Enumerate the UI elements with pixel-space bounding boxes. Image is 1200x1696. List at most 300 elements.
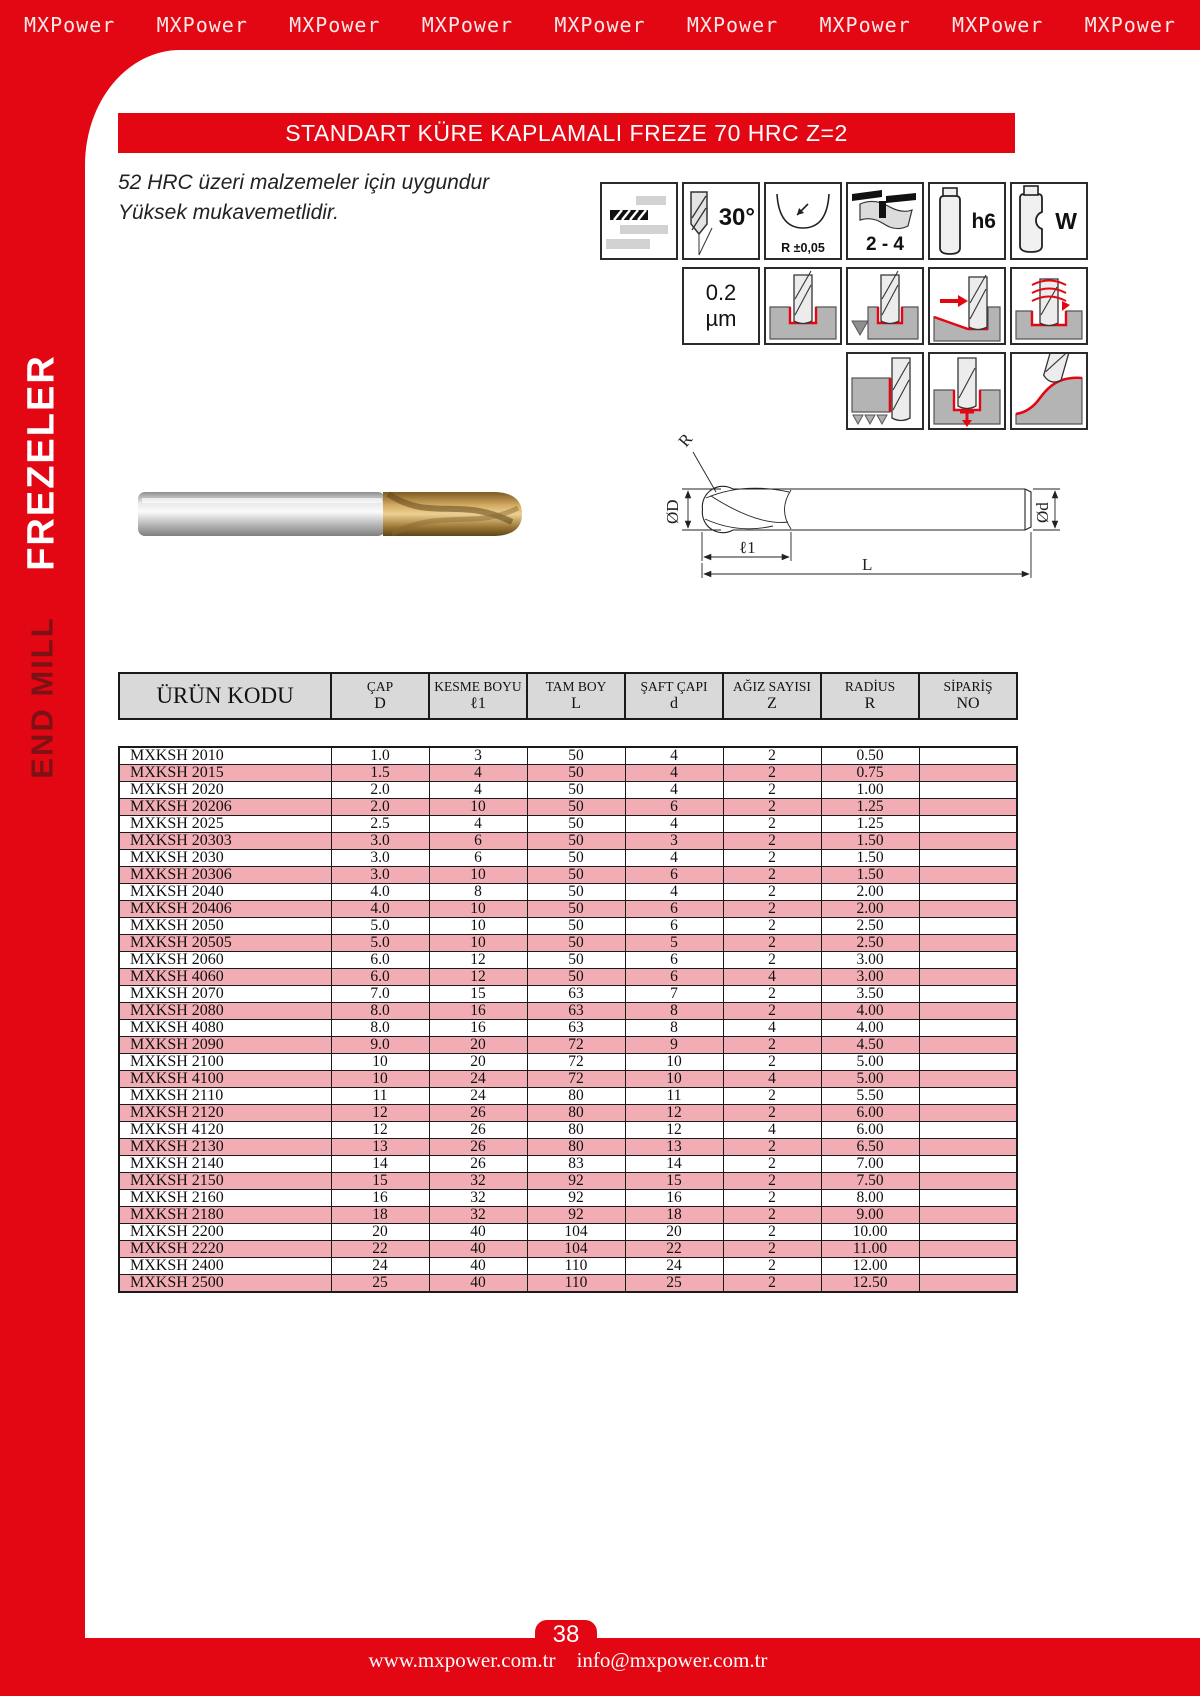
value-cell: 72 — [527, 1071, 625, 1088]
value-cell: 6 — [625, 901, 723, 918]
plunge-milling-pictogram — [930, 354, 1004, 428]
column-header: SİPARİŞ NO — [919, 673, 1017, 719]
brand-logo-text: MXPower — [156, 13, 248, 37]
value-cell: 110 — [527, 1275, 625, 1293]
value-cell: 8 — [625, 1003, 723, 1020]
value-cell: 2 — [723, 782, 821, 799]
table-row — [119, 918, 1017, 935]
value-cell: 12 — [331, 1122, 429, 1139]
brand-logo-text: MXPower — [819, 13, 911, 37]
surface-finish-value: 0.2 — [705, 280, 737, 305]
table-row — [119, 901, 1017, 918]
value-cell — [919, 952, 1017, 969]
value-cell: 4 — [723, 1020, 821, 1037]
flute-count-icon — [846, 182, 924, 260]
value-cell: 4 — [723, 1071, 821, 1088]
table-row — [119, 765, 1017, 782]
value-cell: 12 — [625, 1105, 723, 1122]
value-cell: 4 — [723, 969, 821, 986]
footer-website: www.mxpower.com.tr — [368, 1648, 556, 1672]
value-cell: 50 — [527, 969, 625, 986]
table-header-row — [119, 673, 1017, 719]
step-milling-icon — [846, 267, 924, 345]
radius-tolerance-label: R ±0,05 — [781, 241, 825, 255]
value-cell: 12.50 — [821, 1275, 919, 1293]
value-cell: 2 — [723, 816, 821, 833]
value-cell — [919, 884, 1017, 901]
value-cell: 3.50 — [821, 986, 919, 1003]
product-code-cell: MXKSH 2030 — [119, 850, 331, 867]
value-cell: 13 — [331, 1139, 429, 1156]
value-cell: 16 — [331, 1190, 429, 1207]
value-cell: 16 — [429, 1020, 527, 1037]
table-row — [119, 1071, 1017, 1088]
value-cell — [919, 1258, 1017, 1275]
table-row — [119, 1207, 1017, 1224]
value-cell: 2 — [723, 884, 821, 901]
value-cell — [919, 833, 1017, 850]
value-cell: 40 — [429, 1258, 527, 1275]
table-row — [119, 1105, 1017, 1122]
value-cell: 6 — [429, 833, 527, 850]
product-code-cell: MXKSH 2050 — [119, 918, 331, 935]
brand-logo-text: MXPower — [421, 13, 514, 37]
value-cell — [919, 816, 1017, 833]
value-cell: 15 — [429, 986, 527, 1003]
value-cell: 50 — [527, 952, 625, 969]
table-row — [119, 1122, 1017, 1139]
table-row — [119, 1156, 1017, 1173]
column-header: RADİUS R — [821, 673, 919, 719]
value-cell: 63 — [527, 1003, 625, 1020]
value-cell: 2 — [723, 1105, 821, 1122]
value-cell: 14 — [331, 1156, 429, 1173]
table-body — [119, 747, 1017, 1292]
value-cell: 50 — [527, 918, 625, 935]
value-cell: 4 — [625, 782, 723, 799]
value-cell: 10 — [625, 1071, 723, 1088]
side-milling-pictogram — [848, 354, 922, 428]
value-cell: 15 — [625, 1173, 723, 1190]
value-cell: 63 — [527, 986, 625, 1003]
value-cell: 1.50 — [821, 833, 919, 850]
product-code-cell: MXKSH 2070 — [119, 986, 331, 1003]
helix-angle-label: 30° — [718, 204, 755, 231]
table-row — [119, 969, 1017, 986]
value-cell — [919, 782, 1017, 799]
value-cell: 4 — [625, 765, 723, 782]
value-cell: 12 — [429, 969, 527, 986]
value-cell: 8 — [625, 1020, 723, 1037]
product-code-cell: MXKSH 2500 — [119, 1275, 331, 1293]
table-row — [119, 986, 1017, 1003]
column-header: AĞIZ SAYISI Z — [723, 673, 821, 719]
value-cell: 3.0 — [331, 833, 429, 850]
value-cell: 10 — [429, 918, 527, 935]
hardness-bars-icon — [602, 184, 676, 258]
value-cell: 2 — [723, 1139, 821, 1156]
column-header: KESME BOYU ℓ1 — [429, 673, 527, 719]
value-cell: 5.0 — [331, 918, 429, 935]
value-cell: 6 — [625, 867, 723, 884]
sidebar-category-label: FREZELER — [20, 354, 63, 571]
value-cell: 26 — [429, 1105, 527, 1122]
table-row — [119, 1088, 1017, 1105]
shank-h6-icon — [928, 182, 1006, 260]
value-cell: 22 — [625, 1241, 723, 1258]
value-cell: 5.50 — [821, 1088, 919, 1105]
product-code-cell: MXKSH 4060 — [119, 969, 331, 986]
flute-count-label: 2 - 4 — [865, 234, 905, 255]
value-cell: 6.00 — [821, 1105, 919, 1122]
value-cell: 25 — [331, 1275, 429, 1293]
value-cell: 12.00 — [821, 1258, 919, 1275]
product-code-cell: MXKSH 2025 — [119, 816, 331, 833]
value-cell: 2.50 — [821, 935, 919, 952]
value-cell — [919, 1156, 1017, 1173]
slot-milling-icon — [764, 267, 842, 345]
surface-finish-icon — [682, 267, 760, 345]
value-cell — [919, 799, 1017, 816]
value-cell: 5 — [625, 935, 723, 952]
value-cell: 7 — [625, 986, 723, 1003]
value-cell — [919, 867, 1017, 884]
value-cell: 2 — [723, 935, 821, 952]
value-cell: 10 — [331, 1071, 429, 1088]
table-row — [119, 884, 1017, 901]
value-cell: 6.0 — [331, 969, 429, 986]
product-code-cell: MXKSH 2040 — [119, 884, 331, 901]
ramp-milling-icon — [928, 267, 1006, 345]
table-row — [119, 816, 1017, 833]
value-cell: 1.25 — [821, 799, 919, 816]
step-milling-pictogram — [848, 269, 922, 343]
drawing-diameter-label: ØD — [663, 499, 682, 524]
helical-interpolation-icon — [1010, 267, 1088, 345]
value-cell: 50 — [527, 816, 625, 833]
value-cell — [919, 1071, 1017, 1088]
value-cell: 24 — [331, 1258, 429, 1275]
product-code-cell: MXKSH 2220 — [119, 1241, 331, 1258]
value-cell: 50 — [527, 747, 625, 765]
value-cell: 10 — [429, 867, 527, 884]
value-cell: 4 — [625, 884, 723, 901]
table-row — [119, 782, 1017, 799]
weldon-shank-label: W — [1055, 208, 1077, 234]
value-cell — [919, 747, 1017, 765]
value-cell: 3 — [625, 833, 723, 850]
value-cell: 2 — [723, 1190, 821, 1207]
value-cell: 63 — [527, 1020, 625, 1037]
table-row — [119, 799, 1017, 816]
value-cell: 10 — [429, 935, 527, 952]
value-cell — [919, 1275, 1017, 1293]
product-code-cell: MXKSH 2100 — [119, 1054, 331, 1071]
value-cell: 1.25 — [821, 816, 919, 833]
value-cell: 2 — [723, 1054, 821, 1071]
value-cell — [919, 1020, 1017, 1037]
product-code-cell: MXKSH 2010 — [119, 747, 331, 765]
value-cell: 6.50 — [821, 1139, 919, 1156]
value-cell: 3.0 — [331, 867, 429, 884]
value-cell: 3 — [429, 747, 527, 765]
value-cell: 5.0 — [331, 935, 429, 952]
slot-milling-pictogram — [766, 269, 840, 343]
product-code-cell: MXKSH 20206 — [119, 799, 331, 816]
product-code-cell: MXKSH 2015 — [119, 765, 331, 782]
table-row — [119, 1054, 1017, 1071]
value-cell: 104 — [527, 1224, 625, 1241]
drawing-total-length-label: L — [862, 555, 873, 574]
value-cell: 50 — [527, 884, 625, 901]
value-cell — [919, 1224, 1017, 1241]
table-row — [119, 747, 1017, 765]
value-cell: 2 — [723, 1207, 821, 1224]
value-cell: 0.50 — [821, 747, 919, 765]
value-cell: 80 — [527, 1122, 625, 1139]
value-cell: 11 — [625, 1088, 723, 1105]
value-cell: 40 — [429, 1224, 527, 1241]
value-cell: 7.0 — [331, 986, 429, 1003]
value-cell: 4 — [429, 782, 527, 799]
value-cell: 11.00 — [821, 1241, 919, 1258]
brand-logo-text: MXPower — [1084, 13, 1176, 37]
hardness-icon — [600, 182, 678, 260]
value-cell: 9.0 — [331, 1037, 429, 1054]
table-row — [119, 1190, 1017, 1207]
value-cell: 26 — [429, 1139, 527, 1156]
value-cell: 24 — [429, 1071, 527, 1088]
shank-tolerance-label: h6 — [971, 210, 996, 233]
surface-finish-unit: µm — [705, 306, 737, 331]
product-code-cell: MXKSH 2080 — [119, 1003, 331, 1020]
value-cell — [919, 986, 1017, 1003]
value-cell: 40 — [429, 1241, 527, 1258]
value-cell: 2 — [723, 1258, 821, 1275]
value-cell: 4.50 — [821, 1037, 919, 1054]
technical-drawing — [608, 430, 1078, 582]
product-code-cell: MXKSH 4120 — [119, 1122, 331, 1139]
footer-email: info@mxpower.com.tr — [576, 1648, 768, 1672]
product-code-cell: MXKSH 20303 — [119, 833, 331, 850]
helix-angle-icon — [682, 182, 760, 260]
value-cell — [919, 1139, 1017, 1156]
value-cell: 2 — [723, 1224, 821, 1241]
value-cell — [919, 765, 1017, 782]
brand-logo-text: MXPower — [952, 13, 1044, 37]
value-cell: 10 — [429, 799, 527, 816]
value-cell — [919, 1173, 1017, 1190]
value-cell: 2 — [723, 1241, 821, 1258]
brand-logo-text: MXPower — [289, 13, 381, 37]
value-cell: 2 — [723, 1003, 821, 1020]
value-cell: 3.00 — [821, 952, 919, 969]
value-cell: 13 — [625, 1139, 723, 1156]
value-cell: 2.00 — [821, 884, 919, 901]
value-cell: 20 — [429, 1037, 527, 1054]
value-cell: 22 — [331, 1241, 429, 1258]
value-cell — [919, 1207, 1017, 1224]
value-cell: 24 — [625, 1258, 723, 1275]
value-cell: 10.00 — [821, 1224, 919, 1241]
table-row — [119, 1258, 1017, 1275]
value-cell: 1.50 — [821, 867, 919, 884]
value-cell: 83 — [527, 1156, 625, 1173]
value-cell: 80 — [527, 1139, 625, 1156]
value-cell: 10 — [625, 1054, 723, 1071]
product-code-cell: MXKSH 20406 — [119, 901, 331, 918]
value-cell: 92 — [527, 1207, 625, 1224]
value-cell: 8.00 — [821, 1190, 919, 1207]
weldon-shank-icon — [1010, 182, 1088, 260]
value-cell: 18 — [331, 1207, 429, 1224]
product-code-cell: MXKSH 2400 — [119, 1258, 331, 1275]
product-code-cell: MXKSH 2160 — [119, 1190, 331, 1207]
table-row — [119, 952, 1017, 969]
side-milling-icon — [846, 352, 924, 430]
helical-interpolation-pictogram — [1012, 269, 1086, 343]
brand-logo-text: MXPower — [554, 13, 646, 37]
value-cell — [919, 935, 1017, 952]
value-cell: 10 — [429, 901, 527, 918]
product-code-cell: MXKSH 20505 — [119, 935, 331, 952]
value-cell: 5.00 — [821, 1071, 919, 1088]
value-cell: 16 — [625, 1190, 723, 1207]
product-code-cell: MXKSH 2180 — [119, 1207, 331, 1224]
value-cell: 5.00 — [821, 1054, 919, 1071]
table-row — [119, 1173, 1017, 1190]
value-cell: 1.0 — [331, 747, 429, 765]
product-code-cell: MXKSH 2150 — [119, 1173, 331, 1190]
value-cell: 1.5 — [331, 765, 429, 782]
value-cell: 6.0 — [331, 952, 429, 969]
ramp-milling-pictogram — [930, 269, 1004, 343]
brand-logo-text: MXPower — [686, 13, 779, 37]
value-cell: 72 — [527, 1037, 625, 1054]
table-row — [119, 1241, 1017, 1258]
value-cell: 2 — [723, 765, 821, 782]
value-cell: 3.0 — [331, 850, 429, 867]
value-cell: 6 — [625, 918, 723, 935]
value-cell: 7.00 — [821, 1156, 919, 1173]
value-cell: 14 — [625, 1156, 723, 1173]
table-row — [119, 1003, 1017, 1020]
column-header: ŞAFT ÇAPI d — [625, 673, 723, 719]
value-cell — [919, 969, 1017, 986]
value-cell: 2 — [723, 867, 821, 884]
table-row — [119, 1037, 1017, 1054]
value-cell: 26 — [429, 1122, 527, 1139]
sidebar-subcategory-label: END MILL — [24, 616, 60, 779]
value-cell — [919, 1105, 1017, 1122]
value-cell: 80 — [527, 1105, 625, 1122]
value-cell: 4 — [625, 747, 723, 765]
page-title: STANDART KÜRE KAPLAMALI FREZE 70 HRC Z=2 — [118, 113, 1015, 153]
value-cell — [919, 1003, 1017, 1020]
value-cell: 2 — [723, 1173, 821, 1190]
value-cell: 11 — [331, 1088, 429, 1105]
product-code-cell: MXKSH 2020 — [119, 782, 331, 799]
drawing-shank-diameter-label: Ød — [1033, 502, 1052, 523]
value-cell: 8.0 — [331, 1020, 429, 1037]
product-code-cell: MXKSH 2130 — [119, 1139, 331, 1156]
value-cell: 2 — [723, 1037, 821, 1054]
value-cell: 6 — [625, 799, 723, 816]
value-cell: 8 — [429, 884, 527, 901]
value-cell: 2 — [723, 1088, 821, 1105]
value-cell: 50 — [527, 765, 625, 782]
product-code-cell: MXKSH 20306 — [119, 867, 331, 884]
product-description — [118, 168, 558, 228]
value-cell: 20 — [331, 1224, 429, 1241]
column-header: ÇAP D — [331, 673, 429, 719]
value-cell: 24 — [429, 1088, 527, 1105]
value-cell: 6.00 — [821, 1122, 919, 1139]
value-cell: 4 — [625, 816, 723, 833]
value-cell: 2.0 — [331, 782, 429, 799]
drawing-cut-length-label: ℓ1 — [739, 538, 756, 557]
table-body-grid — [118, 746, 1018, 1293]
content-sheet — [85, 50, 1200, 1638]
value-cell: 9 — [625, 1037, 723, 1054]
brand-logo-text: MXPower — [24, 13, 116, 37]
value-cell — [919, 1241, 1017, 1258]
value-cell — [919, 850, 1017, 867]
value-cell: 50 — [527, 833, 625, 850]
value-cell: 2 — [723, 986, 821, 1003]
value-cell: 1.50 — [821, 850, 919, 867]
value-cell — [919, 901, 1017, 918]
value-cell: 2.50 — [821, 918, 919, 935]
value-cell: 0.75 — [821, 765, 919, 782]
contour-milling-pictogram — [1012, 354, 1086, 428]
endmill-photo — [130, 478, 530, 550]
value-cell: 7.50 — [821, 1173, 919, 1190]
value-cell: 50 — [527, 850, 625, 867]
value-cell: 104 — [527, 1241, 625, 1258]
value-cell: 4 — [429, 765, 527, 782]
value-cell: 4.0 — [331, 884, 429, 901]
value-cell: 50 — [527, 901, 625, 918]
value-cell: 92 — [527, 1190, 625, 1207]
table-row — [119, 1139, 1017, 1156]
value-cell: 4.0 — [331, 901, 429, 918]
value-cell: 2 — [723, 799, 821, 816]
value-cell: 2 — [723, 1275, 821, 1293]
value-cell: 2.0 — [331, 799, 429, 816]
table-row — [119, 1020, 1017, 1037]
value-cell: 9.00 — [821, 1207, 919, 1224]
value-cell: 20 — [429, 1054, 527, 1071]
value-cell: 80 — [527, 1088, 625, 1105]
value-cell: 4 — [723, 1122, 821, 1139]
value-cell: 3.00 — [821, 969, 919, 986]
value-cell: 2 — [723, 833, 821, 850]
description-line-1: 52 HRC üzeri malzemeler için uygundur — [118, 171, 490, 194]
contour-milling-icon — [1010, 352, 1088, 430]
value-cell: 4.00 — [821, 1003, 919, 1020]
product-code-cell: MXKSH 2090 — [119, 1037, 331, 1054]
value-cell: 2 — [723, 1156, 821, 1173]
value-cell: 2.5 — [331, 816, 429, 833]
value-cell: 32 — [429, 1190, 527, 1207]
value-cell — [919, 1054, 1017, 1071]
product-code-cell: MXKSH 4080 — [119, 1020, 331, 1037]
value-cell: 15 — [331, 1173, 429, 1190]
value-cell: 2 — [723, 952, 821, 969]
value-cell: 6 — [625, 969, 723, 986]
value-cell: 32 — [429, 1207, 527, 1224]
